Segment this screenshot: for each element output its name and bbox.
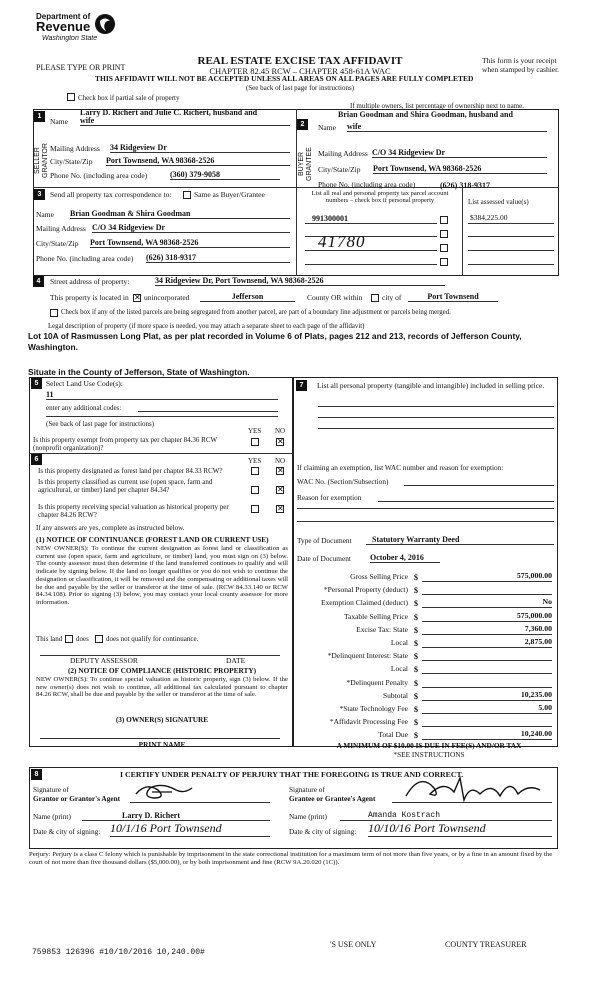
- legal-value-1[interactable]: Lot 10A of Rasmussen Long Plat, as per plat recorded in Volume 6 of Plats, pages 212 and 213, records of Jefferson County,: [28, 331, 522, 341]
- exempt-question: Is this property exempt from property tax per chapter 84.36 RCW (nonprofit organization)?: [33, 436, 217, 453]
- section-3-number: 3: [34, 189, 45, 200]
- grantor-signature-icon: [132, 780, 202, 804]
- parcel-header: List all real and personal property tax parcel account numbers – check box if personal property: [311, 190, 449, 205]
- segregated-checkbox[interactable]: [50, 309, 58, 317]
- deputy-date-label: DATE: [226, 656, 246, 665]
- same-as-buyer-checkbox[interactable]: [183, 191, 191, 199]
- certify-statement: I CERTIFY UNDER PENALTY OF PERJURY THAT THE FOREGOING IS TRUE AND CORRECT.: [120, 770, 464, 779]
- type-or-print: PLEASE TYPE OR PRINT: [36, 63, 126, 72]
- money-row-value[interactable]: 7,360.00: [422, 625, 552, 635]
- seller-city-label: City/State/Zip: [50, 157, 93, 166]
- type-doc-value[interactable]: Statutory Warranty Deed: [366, 535, 554, 545]
- section-5-number: 5: [31, 378, 42, 389]
- money-row-value[interactable]: [422, 664, 552, 674]
- located-label: This property is located in: [50, 293, 129, 302]
- exempt-yes-checkbox[interactable]: [251, 438, 259, 446]
- parcel-handwritten: 41780: [318, 232, 366, 251]
- section-2-number: 2: [297, 119, 308, 130]
- buyer-city-value[interactable]: Port Townsend, WA 98368-2526: [373, 164, 547, 174]
- additional-codes-field-2[interactable]: [46, 414, 278, 417]
- agency-line1: Department of: [36, 12, 91, 21]
- money-row-dollar: $: [414, 586, 418, 596]
- seller-name-1[interactable]: Larry D. Richert and Julie C. Richert, husband and: [80, 108, 258, 117]
- s5-yes: YES: [248, 427, 262, 435]
- money-row-value[interactable]: [422, 717, 552, 727]
- buyer-city-label: City/State/Zip: [318, 165, 361, 174]
- receipt-note-2: when stamped by cashier.: [482, 65, 560, 74]
- type-doc-label: Type of Document: [297, 536, 352, 545]
- money-row-value[interactable]: 10,235.00: [422, 691, 552, 701]
- money-row-label: *Delinquent Interest: State: [327, 651, 408, 661]
- grantor-name-value[interactable]: Larry D. Richert: [82, 811, 270, 821]
- money-row-value[interactable]: [422, 651, 552, 661]
- forest-yes-checkbox[interactable]: [251, 467, 259, 475]
- city-value[interactable]: Port Townsend: [408, 292, 498, 302]
- owner-signature-label: (3) OWNER(S) SIGNATURE: [115, 715, 209, 724]
- grantee-sig-label-1: Signature of: [289, 785, 325, 794]
- money-row-dollar: $: [414, 652, 418, 662]
- money-row-dollar: $: [414, 573, 418, 582]
- street-label: Street address of property:: [50, 277, 130, 286]
- money-row-label: Total Due: [378, 730, 408, 740]
- grantee-sig-label-2: Grantee or Grantee's Agent: [289, 794, 376, 803]
- form-chapter: CHAPTER 82.45 RCW – CHAPTER 458-61A WAC: [209, 66, 391, 76]
- assessed-header: List assessed value(s): [468, 198, 529, 206]
- partial-sale-label: Check box if partial sale of property: [78, 94, 180, 102]
- corr-phone-label: Phone No. (including area code): [36, 254, 134, 263]
- county-treasurer-label: COUNTY TREASURER: [445, 940, 527, 949]
- partial-sale-checkbox[interactable]: [67, 93, 75, 101]
- county-or-label: County OR within: [307, 293, 363, 302]
- land-does-label: This land: [36, 635, 63, 643]
- money-row-label: Subtotal: [382, 690, 408, 700]
- money-row-label: *Delinquent Penalty: [346, 677, 408, 687]
- city-of-label: city of: [382, 293, 402, 302]
- historic-yes-checkbox[interactable]: [251, 505, 259, 513]
- parcel-checkbox-1[interactable]: [440, 216, 448, 224]
- agency-line2: Revenue: [36, 19, 91, 34]
- grantee-signature-icon: [400, 774, 550, 804]
- money-row-value[interactable]: 10,240.00: [422, 730, 552, 740]
- parcel-checkbox-3[interactable]: [440, 244, 448, 252]
- money-row-label: Excise Tax: State: [356, 624, 408, 634]
- money-row-value[interactable]: 575,000.00: [422, 612, 552, 622]
- land-use-see-back: (See back of last page for instructions): [46, 420, 155, 428]
- historic-no-checkbox[interactable]: ✕: [277, 504, 284, 513]
- notice2-body: NEW OWNER(S): To continue special valuation as historic property, sign (3) below. If the new owner(s) does not wish to continue, all additional tax calculated pursuant to chapter 84.26 RCW, shall be due and payable by the seller or transferor at the time of sale.: [36, 676, 288, 699]
- forest-no-checkbox[interactable]: ✕: [277, 466, 284, 475]
- exemption-label: If claiming an exemption, list WAC number and reason for exemption:: [297, 463, 504, 472]
- if-yes-note: If any answers are yes, complete as instructed below.: [36, 524, 185, 532]
- section-1-number: 1: [34, 111, 45, 122]
- land-use-value[interactable]: 11: [46, 390, 278, 400]
- seller-name-2[interactable]: wife: [80, 116, 290, 126]
- s6-no: NO: [275, 457, 286, 465]
- money-row-label: Taxable Selling Price: [343, 611, 408, 621]
- see-back-header: (See back of last page for instructions): [245, 84, 355, 92]
- money-row-label: Local: [390, 664, 408, 674]
- corr-phone-value[interactable]: (626) 318-9317: [146, 253, 290, 263]
- money-row-label: Local: [390, 638, 408, 647]
- current-use-yes-checkbox[interactable]: [251, 486, 259, 494]
- date-doc-label: Date of Document: [297, 554, 351, 563]
- legal-value-3[interactable]: Situate in the County of Jefferson, State of Washington.: [28, 367, 250, 377]
- form-title: REAL ESTATE EXCISE TAX AFFIDAVIT: [197, 55, 403, 67]
- money-row-dollar: $: [414, 691, 418, 701]
- buyer-mailing-value[interactable]: C/O 34 Ridgeview Dr: [372, 148, 547, 158]
- personal-property-label: List all personal property (tangible and intangible) included in selling price.: [317, 381, 545, 390]
- corr-mailing-value[interactable]: C/O 34 Ridgeview Dr: [92, 223, 290, 233]
- section-8-number: 8: [31, 769, 42, 780]
- money-row-label: *Personal Property (deduct): [323, 585, 408, 595]
- money-row-label: Exemption Claimed (deduct): [320, 598, 408, 608]
- money-row-dollar: $: [414, 665, 418, 675]
- unincorporated-checkbox[interactable]: ✕: [134, 293, 141, 302]
- buyer-name-1[interactable]: Brian Goodman and Shira Goodman, husband and: [338, 110, 513, 119]
- land-does-not-checkbox[interactable]: [95, 635, 103, 643]
- wac-field[interactable]: [404, 476, 554, 486]
- seller-mailing-label: Mailing Address: [50, 144, 100, 153]
- grantee-date-label: Date & city of signing:: [289, 827, 357, 836]
- date-doc-value[interactable]: October 4, 2016: [370, 553, 440, 563]
- money-row-value[interactable]: [422, 585, 552, 595]
- buyer-phone-label: Phone No. (including area code): [318, 180, 416, 189]
- current-use-no-checkbox[interactable]: ✕: [277, 485, 284, 494]
- grantee-name-label: Name (print): [289, 812, 327, 821]
- grantor-date-value[interactable]: 10/1/16 Port Townsend: [110, 822, 270, 837]
- form-warning: THIS AFFIDAVIT WILL NOT BE ACCEPTED UNLESS ALL AREAS ON ALL PAGES ARE FULLY COMPLETED: [95, 74, 474, 83]
- money-row-dollar: $: [414, 718, 418, 728]
- receipt-note-1: This form is your receipt: [482, 56, 557, 65]
- corr-city-value[interactable]: Port Townsend, WA 98368-2526: [90, 238, 290, 248]
- section-4-number: 4: [33, 276, 44, 287]
- money-row-dollar: $: [414, 678, 418, 688]
- county-value[interactable]: Jefferson: [200, 292, 295, 302]
- notice1-body: NEW OWNER(S): To continue the current designation as forest land or classification as current use (open space, farm and agriculture, or timber) land, you must sign on (3) below. The county assessor must then determine if the land transferred continues to qualify and will indicate by signing below. If the land no longer qualifies or you do not wish to continue the designation or classification, it will be removed and the compensating or additional taxes will be due and payable by the seller or transferor at the time of sale. (RCW 84.33.140 or RCW 84.34.108). Prior to signing (3) below, you may contact your local county assessor for more information.: [36, 545, 288, 606]
- seller-mailing-value[interactable]: 34 Ridgeview Dr: [110, 143, 290, 153]
- street-value[interactable]: 34 Ridgeview Dr, Port Townsend, WA 98368-2526: [155, 276, 445, 286]
- corr-mailing-label: Mailing Address: [36, 224, 86, 233]
- money-row-value[interactable]: 5.00: [422, 704, 552, 714]
- seller-city-value[interactable]: Port Townsend, WA 98368-2526: [106, 156, 290, 166]
- current-use-question: Is this property classified as current use (open space, farm and agricultural, or timber) land per chapter 84.34?: [38, 478, 213, 495]
- perjury-note: Perjury: Perjury is a class C felony which is punishable by imprisonment in the state correctional institution for a maximum term of not more than five years, or by a fine in an amount fixed by the court of not more than five thousand dollars ($5,000.00), or by both imprisonment and fine (RCW 9A.20.020 (1C)).: [29, 851, 553, 866]
- grantor-sig-label-2: Grantor or Grantor's Agent: [33, 794, 121, 803]
- money-row-dollar: $: [414, 612, 418, 622]
- money-row-value[interactable]: 575,000.00: [422, 572, 552, 582]
- deputy-assessor-label: DEPUTY ASSESSOR: [70, 656, 138, 665]
- wac-label: WAC No. (Section/Subsection): [297, 477, 389, 486]
- money-row-dollar: $: [414, 731, 418, 741]
- buyer-mailing-label: Mailing Address: [318, 149, 368, 158]
- money-row-value[interactable]: No: [422, 598, 552, 608]
- grantor-date-label: Date & city of signing:: [33, 827, 101, 836]
- buyer-name-2[interactable]: wife: [347, 122, 547, 132]
- seller-grantor-label: SELLER GRANTOR: [34, 143, 50, 179]
- money-row-value[interactable]: [422, 678, 552, 688]
- receipt-line: 759853 126396 #10/10/2016 10,240.00#: [32, 948, 205, 957]
- notice2-title: (2) NOTICE OF COMPLIANCE (HISTORIC PROPERTY): [67, 666, 257, 675]
- grantee-date-value[interactable]: 10/10/16 Port Townsend: [368, 822, 552, 837]
- corr-name-value[interactable]: Brian Goodman & Shira Goodman: [70, 209, 290, 219]
- money-row-dollar: $: [414, 599, 418, 609]
- s5-no: NO: [275, 427, 286, 435]
- grantor-name-label: Name (print): [33, 812, 71, 821]
- see-instructions: *SEE INSTRUCTIONS: [393, 750, 465, 759]
- parcel-checkbox-2[interactable]: [440, 230, 448, 238]
- section-6-number: 6: [31, 454, 42, 465]
- legal-value-2[interactable]: Washington.: [28, 342, 78, 352]
- multiple-owners-note: If multiple owners, list percentage of ownership next to name.: [350, 102, 524, 110]
- send-correspondence-label: Send all property tax correspondence to:: [50, 190, 172, 199]
- money-row-label: *State Technology Fee: [339, 704, 408, 713]
- section-7-number: 7: [296, 380, 307, 391]
- revenue-logo-icon: [94, 12, 116, 36]
- agency-logo: [36, 12, 100, 52]
- money-row-dollar: $: [414, 705, 418, 714]
- does-not-label: does not qualify for continuance.: [106, 635, 199, 643]
- same-as-buyer-label: Same as Buyer/Grantee: [194, 190, 265, 199]
- parcel-checkbox-4[interactable]: [440, 258, 448, 266]
- minimum-note: A MINIMUM OF $10.00 IS DUE IN FEE(S) AND/OR TAX: [336, 741, 522, 750]
- additional-codes-field[interactable]: [138, 402, 278, 412]
- segregated-label: Check box if any of the listed parcels are being segregated from another parcel, are part of a boundary line adjustment or parcels being merged.: [61, 309, 451, 316]
- forest-question: Is this property designated as forest land per chapter 84.33 RCW?: [38, 467, 223, 475]
- reason-label: Reason for exemption: [297, 493, 362, 502]
- notice1-title: (1) NOTICE OF CONTINUANCE (FOREST LAND OR CURRENT USE): [36, 535, 269, 544]
- print-name-label: PRINT NAME: [138, 740, 186, 749]
- s6-yes: YES: [248, 457, 262, 465]
- seller-phone-value[interactable]: (360) 379-9058: [170, 170, 280, 180]
- unincorporated-label: unincorporated: [144, 293, 190, 302]
- land-use-label: Select Land Use Code(s):: [46, 379, 123, 388]
- use-only-label: 'S USE ONLY: [330, 940, 377, 949]
- corr-name-label: Name: [36, 210, 54, 219]
- seller-name-label: Name: [50, 117, 68, 126]
- buyer-name-label: Name: [318, 123, 336, 132]
- grantee-name-value[interactable]: Amanda Kostrach: [340, 811, 552, 821]
- money-row-dollar: $: [414, 625, 418, 635]
- agency-line3: Washington State: [42, 35, 98, 42]
- money-row-label: Gross Selling Price: [350, 572, 408, 581]
- exempt-no-checkbox[interactable]: ✕: [277, 437, 284, 446]
- reason-field[interactable]: [378, 492, 554, 502]
- assessed-1[interactable]: $384,225.00: [470, 213, 508, 222]
- does-label: does: [76, 635, 89, 643]
- legal-label: Legal description of property (if more space is needed, you may attach a separate sheet to each page of the affidavit): [48, 323, 365, 330]
- city-of-checkbox[interactable]: [371, 294, 379, 302]
- buyer-grantee-label: BUYER GRANTEE: [298, 147, 314, 181]
- parcel-1[interactable]: 991300001: [312, 214, 348, 223]
- land-does-checkbox[interactable]: [65, 635, 73, 643]
- seller-phone-label: Phone No. (including area code): [50, 171, 148, 180]
- historic-question: Is this property receiving special valuation as historical property per chapter 84.26 RCW?: [38, 503, 229, 520]
- grantor-sig-label-1: Signature of: [33, 785, 69, 794]
- money-row-value[interactable]: 2,875.00: [422, 638, 552, 648]
- corr-city-label: City/State/Zip: [36, 239, 79, 248]
- money-row-label: *Affidavit Processing Fee: [329, 717, 408, 727]
- money-row-dollar: $: [414, 639, 418, 648]
- additional-codes-label: enter any additional codes:: [46, 404, 122, 412]
- buyer-phone-value[interactable]: (626) 318-9317: [440, 181, 490, 190]
